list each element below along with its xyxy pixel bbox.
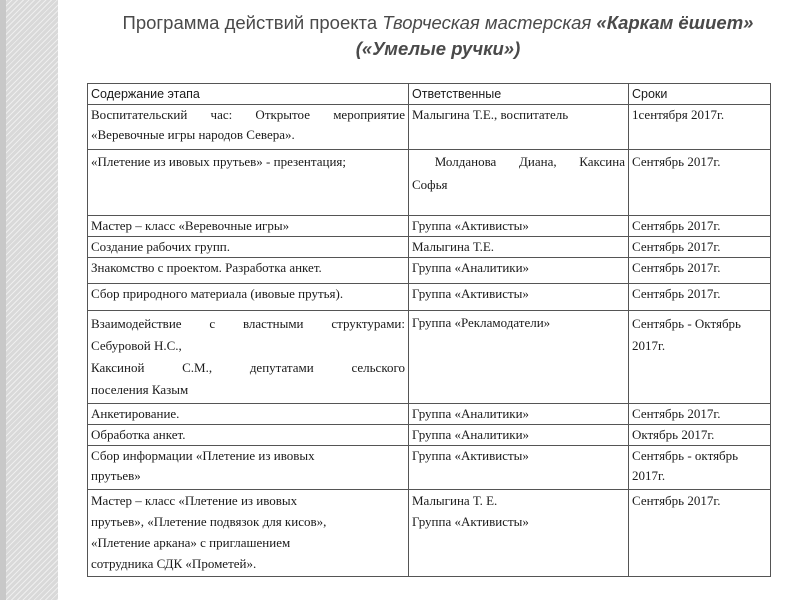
- cell-responsible: Группа «Аналитики»: [409, 404, 629, 425]
- cell-responsible: [409, 150, 629, 216]
- cell-stage-content: Знакомство с проектом. Разработка анкет.: [88, 258, 409, 284]
- cell-text-line: Малыгина Т.Е., воспитатель: [412, 107, 569, 122]
- cell-deadline: Сентябрь 2017г.: [629, 404, 771, 425]
- table-row: [88, 284, 771, 311]
- table-row: [88, 216, 771, 237]
- cell-text-line: Группа «Активисты»: [412, 448, 529, 463]
- cell-responsible: Группа «Аналитики»: [409, 425, 629, 446]
- cell-responsible: [409, 490, 629, 577]
- table-row: [88, 105, 771, 150]
- cell-responsible: [409, 105, 629, 150]
- table-row: [88, 490, 771, 577]
- action-plan-table: [87, 83, 771, 577]
- cell-stage-content: [88, 490, 409, 577]
- page-title: [80, 10, 796, 62]
- cell-text-line: Воспитательский час: Открытое мероприятие: [91, 107, 405, 122]
- title-line-2: («Умелые ручки»): [355, 38, 521, 59]
- header-deadline: Сроки: [629, 84, 771, 105]
- cell-stage-content: Обработка анкет.: [88, 425, 409, 446]
- cell-stage-content: [88, 446, 409, 490]
- cell-text-line: Сентябрь 2017г.: [632, 493, 721, 508]
- table-row: [88, 446, 771, 490]
- table-row: [88, 150, 771, 216]
- cell-text-line: 2017г.: [632, 338, 666, 353]
- cell-responsible: [409, 311, 629, 404]
- cell-responsible: [409, 446, 629, 490]
- cell-stage-content: Создание рабочих групп.: [88, 237, 409, 258]
- cell-stage-content: [88, 150, 409, 216]
- cell-text-line: Группа «Рекламодатели»: [412, 315, 551, 330]
- cell-text-line: Себуровой Н.С.,: [91, 338, 182, 353]
- cell-stage-content: [88, 311, 409, 404]
- cell-deadline: [629, 446, 771, 490]
- cell-deadline: Сентябрь 2017г.: [629, 284, 771, 311]
- decorative-side-edge: [0, 0, 6, 600]
- title-plain-text: Программа действий проекта: [122, 12, 383, 33]
- cell-responsible: Группа «Активисты»: [409, 216, 629, 237]
- table-row: [88, 311, 771, 404]
- cell-deadline: Сентябрь 2017г.: [629, 258, 771, 284]
- table-row: [88, 237, 771, 258]
- cell-deadline: [629, 311, 771, 404]
- cell-text-line: «Плетение из ивовых прутьев» - презентация;: [91, 154, 346, 169]
- header-responsible: Ответственные: [409, 84, 629, 105]
- cell-responsible: Группа «Активисты»: [409, 284, 629, 311]
- cell-deadline: Сентябрь 2017г.: [629, 237, 771, 258]
- cell-deadline: [629, 490, 771, 577]
- title-line-1: [80, 10, 796, 36]
- cell-text-line: Взаимодействие с властными структурами:: [91, 316, 405, 331]
- cell-responsible: Малыгина Т.Е.: [409, 237, 629, 258]
- table-row: [88, 258, 771, 284]
- title-project-name: «Каркам ёшиет»: [596, 12, 754, 33]
- cell-stage-content: Сбор природного материала (ивовые прутья).: [88, 284, 409, 311]
- cell-text-line: «Веревочные игры народов Севера».: [91, 127, 295, 142]
- cell-text-line: Софья: [412, 177, 448, 192]
- cell-text-line: Молданова Диана, Каксина: [412, 154, 625, 169]
- cell-text-line: Сентябрь - Октябрь: [632, 316, 741, 331]
- cell-responsible: Группа «Аналитики»: [409, 258, 629, 284]
- cell-text-line: «Плетение аркана» с приглашением: [91, 535, 291, 550]
- cell-text-line: 1сентября 2017г.: [632, 107, 725, 122]
- decorative-side-strip: [0, 0, 58, 600]
- cell-text-line: прутьев»: [91, 468, 141, 483]
- cell-stage-content: Анкетирование.: [88, 404, 409, 425]
- cell-text-line: сотрудника СДК «Прометей».: [91, 556, 257, 571]
- cell-text-line: Сентябрь 2017г.: [632, 154, 721, 169]
- table-header-row: [88, 84, 771, 105]
- cell-text-line: 2017г.: [632, 468, 666, 483]
- cell-deadline: [629, 150, 771, 216]
- table-row: [88, 404, 771, 425]
- cell-text-line: прутьев», «Плетение подвязок для кисов»,: [91, 514, 327, 529]
- cell-deadline: [629, 105, 771, 150]
- cell-deadline: Сентябрь 2017г.: [629, 216, 771, 237]
- cell-text-line: Сентябрь - октябрь: [632, 448, 739, 463]
- cell-stage-content: [88, 105, 409, 150]
- cell-text-line: Каксиной С.М., депутатами сельского: [91, 360, 405, 375]
- table-row: [88, 425, 771, 446]
- cell-text-line: Малыгина Т. Е.: [412, 493, 498, 508]
- cell-text-line: Сбор информации «Плетение из ивовых: [91, 448, 315, 463]
- cell-deadline: Октябрь 2017г.: [629, 425, 771, 446]
- cell-stage-content: Мастер – класс «Веревочные игры»: [88, 216, 409, 237]
- cell-text-line: поселения Казым: [91, 382, 189, 397]
- title-italic-text: Творческая мастерская: [382, 12, 597, 33]
- cell-text-line: Группа «Активисты»: [412, 514, 529, 529]
- header-stage-content: Содержание этапа: [88, 84, 409, 105]
- cell-text-line: Мастер – класс «Плетение из ивовых: [91, 493, 298, 508]
